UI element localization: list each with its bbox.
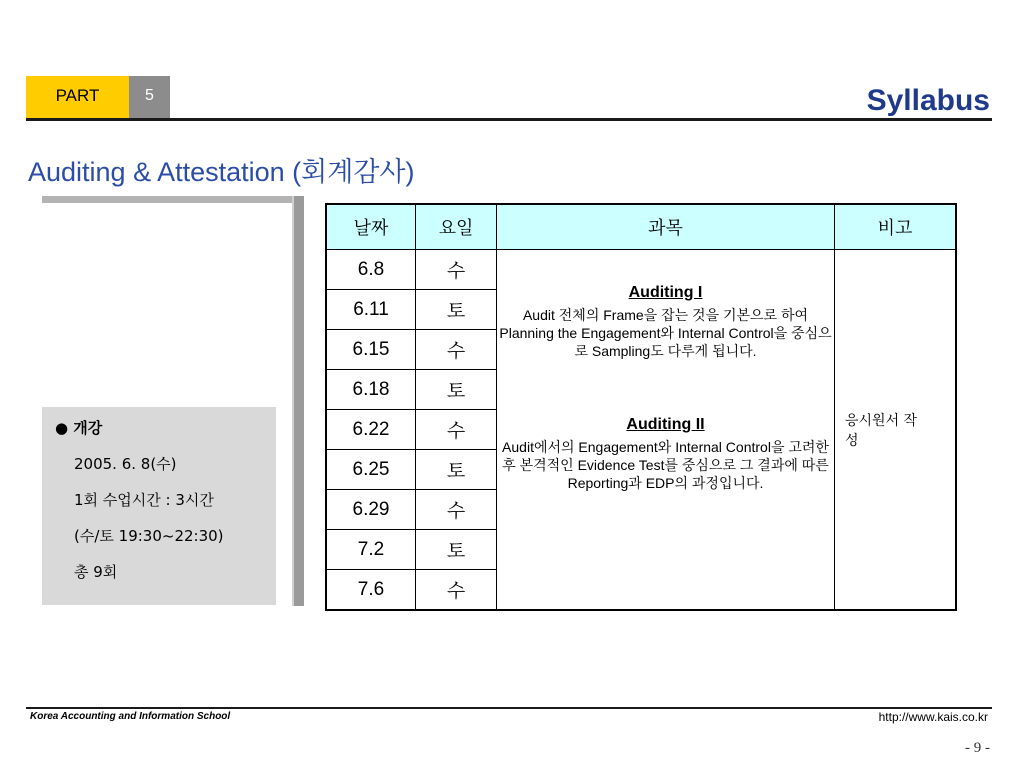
- course-desc-2: Audit에서의 Engagement와 Internal Control을 고려한 후 본격적인 Evidence Test를 중심으로 그 결과에 따른 Reporting과 EDP의 과정입니다.: [502, 439, 829, 491]
- info-class-time: (수/토 19:30~22:30): [74, 527, 224, 545]
- header-date: 날짜: [326, 204, 416, 250]
- info-heading: ● 개강: [55, 419, 103, 437]
- date-cell: 6.8: [326, 250, 416, 290]
- date-cell: 6.11: [326, 290, 416, 330]
- date-cell: 7.6: [326, 570, 416, 611]
- course-info-box: [42, 407, 276, 605]
- header-note: 비고: [835, 204, 957, 250]
- day-cell: 토: [416, 290, 497, 330]
- course-title-2: Auditing II: [626, 416, 705, 433]
- page-title: Syllabus: [866, 84, 990, 117]
- info-total-sessions: 총 9회: [74, 563, 118, 581]
- date-cell: 6.22: [326, 410, 416, 450]
- page-number: - 9 -: [965, 740, 990, 756]
- header-course: 과목: [497, 204, 835, 250]
- course-desc-1: Audit 전체의 Frame을 잡는 것을 기본으로 하여 Planning the Engagement와 Internal Control을 중심으로 Sampling도 다루게 됩니다.: [499, 307, 832, 359]
- course-description-cell: [497, 250, 835, 611]
- course-title-1: Auditing I: [628, 284, 703, 301]
- section-subtitle: Auditing & Attestation (회계감사): [28, 157, 415, 187]
- day-cell: 토: [416, 370, 497, 410]
- footer-url[interactable]: http://www.kais.co.kr: [878, 710, 988, 724]
- date-cell: 7.2: [326, 530, 416, 570]
- part-number: 5: [129, 76, 170, 120]
- header-divider: [26, 118, 992, 121]
- day-cell: 수: [416, 250, 497, 290]
- date-cell: 6.25: [326, 450, 416, 490]
- day-cell: 수: [416, 410, 497, 450]
- footer-school-name: Korea Accounting and Information School: [30, 711, 231, 722]
- schedule-table: [325, 203, 957, 611]
- date-cell: 6.18: [326, 370, 416, 410]
- day-cell: 토: [416, 450, 497, 490]
- day-cell: 수: [416, 490, 497, 530]
- day-cell: 수: [416, 330, 497, 370]
- date-cell: 6.29: [326, 490, 416, 530]
- info-start-date: 2005. 6. 8(수): [74, 455, 177, 473]
- day-cell: 수: [416, 570, 497, 611]
- header-day: 요일: [416, 204, 497, 250]
- day-cell: 토: [416, 530, 497, 570]
- table-row: [326, 250, 956, 290]
- part-label: PART: [26, 76, 129, 120]
- date-cell: 6.15: [326, 330, 416, 370]
- footer-divider: [26, 707, 992, 709]
- note-text: 응시원서 작성: [845, 412, 918, 449]
- table-header-row: [326, 204, 956, 250]
- decorative-bar-side: [292, 196, 304, 606]
- info-class-duration: 1회 수업시간 : 3시간: [74, 491, 214, 509]
- decorative-bar-top: [42, 196, 296, 203]
- note-cell: [835, 250, 957, 611]
